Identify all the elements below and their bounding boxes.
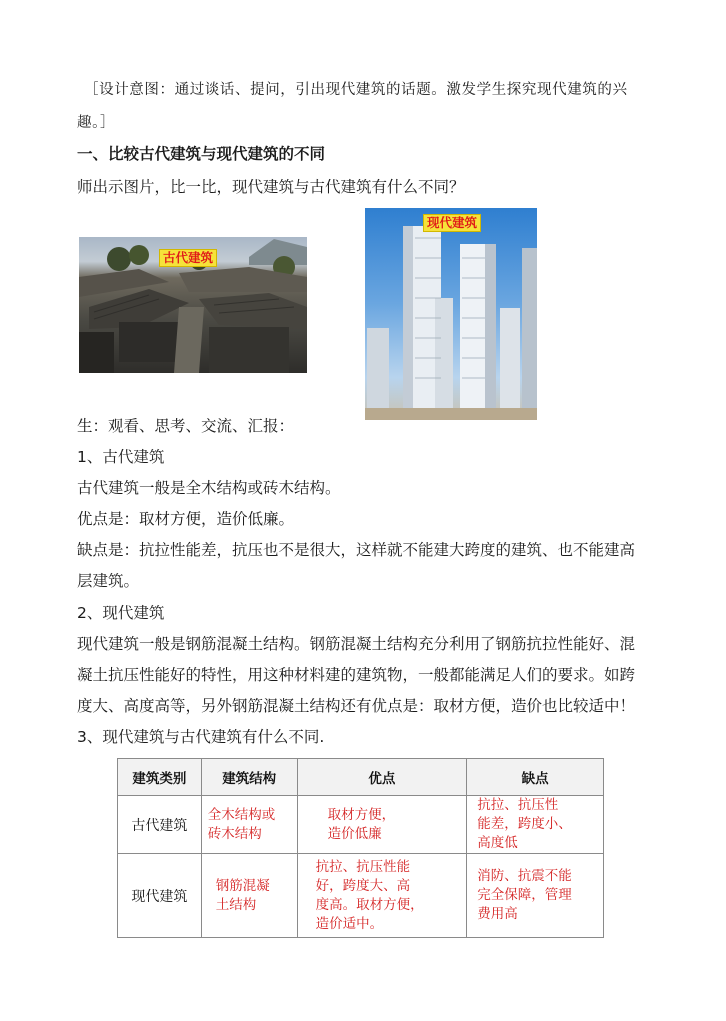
cell-cons-ancient xyxy=(467,796,604,854)
compare-heading: 3、现代建筑与古代建筑有什么不同. xyxy=(77,728,325,746)
modern-architecture-photo xyxy=(365,208,537,420)
teacher-line: 师出示图片，比一比，现代建筑与古代建筑有什么不同？ xyxy=(77,178,465,196)
text-line: 钢筋混凝 xyxy=(215,877,270,894)
cell-pros-modern xyxy=(297,854,467,938)
cell-cons-modern xyxy=(467,854,604,938)
section-title: 一、比较古代建筑与现代建筑的不同 xyxy=(77,145,326,163)
ancient-heading: 1、古代建筑 xyxy=(77,448,165,466)
header-category: 建筑类别 xyxy=(118,759,202,796)
text-line: 抗拉、抗压性能 xyxy=(315,858,411,875)
text-line: 能差，跨度小、 xyxy=(477,816,572,832)
cell-structure-modern xyxy=(201,854,297,938)
modern-line-2: 凝土抗压性能好的特性，用这种材料建的建筑物，一般都能满足人们的要求。如跨 xyxy=(77,666,636,684)
text-line: 土结构 xyxy=(215,896,257,913)
text-line: 砖木结构 xyxy=(207,825,262,842)
comparison-table xyxy=(117,758,604,938)
ancient-photo-label: 古代建筑 xyxy=(159,249,217,267)
modern-heading: 2、现代建筑 xyxy=(77,604,165,622)
text-line: 度高。取材方便， xyxy=(315,896,424,913)
cell-category-modern: 现代建筑 xyxy=(118,854,202,938)
modern-line-3: 度大、高度高等，另外钢筋混凝土结构还有优点是：取材方便，造价也比较适中！ xyxy=(77,697,636,715)
table-header-row xyxy=(118,759,604,796)
modern-line-1: 现代建筑一般是钢筋混凝土结构。钢筋混凝土结构充分利用了钢筋抗拉性能好、混 xyxy=(77,635,636,653)
student-line: 生：观看、思考、交流、汇报： xyxy=(77,417,295,435)
cell-pros-ancient xyxy=(297,796,467,854)
table-row-modern xyxy=(118,854,604,938)
ancient-structure: 古代建筑一般是全木结构或砖木结构。 xyxy=(77,479,341,497)
design-intent-line-2: 趣。］ xyxy=(77,115,116,131)
text-line: 费用高 xyxy=(477,906,518,922)
cell-structure-ancient xyxy=(201,796,297,854)
text-line: 抗拉、抗压性 xyxy=(477,797,559,813)
header-pros: 优点 xyxy=(297,759,467,796)
header-structure: 建筑结构 xyxy=(201,759,297,796)
design-intent-line-1: ［设计意图：通过谈话、提问，引出现代建筑的话题。激发学生探究现代建筑的兴 xyxy=(84,82,628,98)
text-line: 高度低 xyxy=(477,835,518,851)
text-line: 好，跨度大、高 xyxy=(315,877,411,894)
cell-category-ancient: 古代建筑 xyxy=(118,796,202,854)
text-line: 全木结构或 xyxy=(207,806,276,823)
ancient-pros: 优点是：取材方便，造价低廉。 xyxy=(77,510,295,528)
text-line: 完全保障，管理 xyxy=(477,887,572,903)
ancient-architecture-photo xyxy=(79,237,307,373)
text-line: 消防、抗震不能 xyxy=(477,868,572,884)
header-cons: 缺点 xyxy=(467,759,604,796)
table-row-ancient xyxy=(118,796,604,854)
modern-photo-label: 现代建筑 xyxy=(423,214,481,232)
ancient-cons-line-2: 层建筑。 xyxy=(77,572,140,590)
text-line: 造价低廉 xyxy=(327,825,382,842)
ancient-cons-line-1: 缺点是：抗拉性能差，抗压也不是很大，这样就不能建大跨度的建筑、也不能建高 xyxy=(77,541,636,559)
text-line: 取材方便， xyxy=(327,806,396,823)
text-line: 造价适中。 xyxy=(315,915,384,932)
